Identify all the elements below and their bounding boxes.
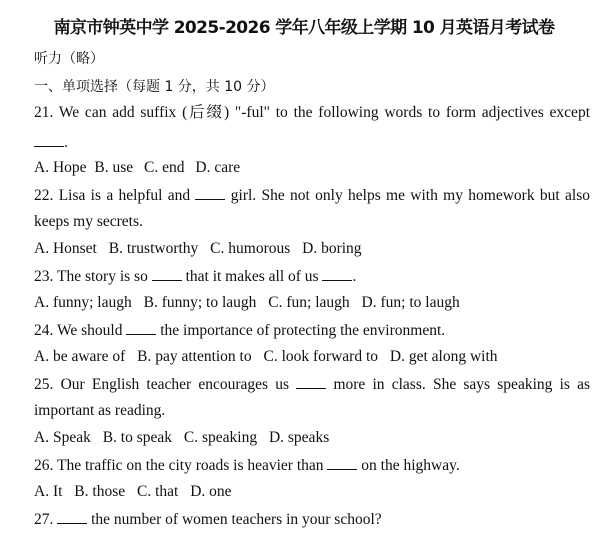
- option-b: B. funny; to laugh: [143, 294, 257, 311]
- option-d: D. care: [195, 159, 241, 176]
- question-23-stem: [34, 266, 590, 287]
- option-c: C. speaking: [183, 429, 258, 446]
- question-22-options: [34, 239, 590, 259]
- question-21-stem-cont: [34, 132, 590, 153]
- option-a: A. Honset: [34, 240, 97, 257]
- option-a: A. funny; laugh: [34, 294, 132, 311]
- question-22-stem-cont: keeps my secrets.: [34, 213, 143, 230]
- question-26-stem: [34, 455, 590, 476]
- question-26-text-a: 26. The traffic on the city roads is heavier than: [34, 457, 324, 474]
- answer-blank: [152, 266, 182, 281]
- option-b: B. pay attention to: [137, 348, 252, 365]
- exam-title: 南京市钟英中学 2025-2026 学年八年级上学期 10 月英语月考试卷: [53, 18, 555, 38]
- section-heading: 一、单项选择（每题 1 分，共 10 分）: [34, 79, 275, 95]
- option-d: D. get along with: [389, 348, 498, 365]
- answer-blank: [195, 185, 225, 200]
- listening-note: 听力（略）: [34, 51, 104, 67]
- answer-blank: [34, 132, 64, 147]
- question-24-options: [34, 347, 590, 367]
- option-d: D. one: [190, 483, 232, 500]
- question-27-text-a: 27.: [34, 511, 54, 528]
- option-b: B. to speak: [102, 429, 173, 446]
- answer-blank: [327, 455, 357, 470]
- option-a: A. It: [34, 483, 63, 500]
- question-21-text: 21. We can add suffix (后缀) "-ful" to the following words to form adjectives except: [34, 104, 590, 121]
- question-21-stem: [34, 103, 590, 123]
- question-27-stem: [34, 509, 590, 530]
- question-23-text-b: that it makes all of us: [185, 268, 319, 285]
- question-25-stem-cont: important as reading.: [34, 402, 166, 419]
- option-b: B. trustworthy: [108, 240, 199, 257]
- question-24-text-a: 24. We should: [34, 322, 123, 339]
- question-23-text-c: .: [352, 268, 357, 285]
- option-a: A. be aware of: [34, 348, 126, 365]
- option-c: C. that: [136, 483, 179, 500]
- question-25-text-a: 25. Our English teacher encourages us: [34, 376, 290, 393]
- question-22-stem: [34, 185, 590, 206]
- question-23-text-a: 23. The story is so: [34, 268, 148, 285]
- option-a: A. Hope: [34, 159, 87, 176]
- question-26-text-b: on the highway.: [361, 457, 460, 474]
- option-d: D. speaks: [268, 429, 330, 446]
- question-22-text-a: 22. Lisa is a helpful and: [34, 187, 191, 204]
- question-27-text-b: the number of women teachers in your school?: [91, 511, 382, 528]
- option-b: B. those: [74, 483, 126, 500]
- answer-blank: [322, 266, 352, 281]
- option-d: D. fun; to laugh: [361, 294, 460, 311]
- question-22-text-b: girl. She not only helps me with my homework but also: [230, 187, 590, 204]
- answer-blank: [57, 509, 87, 524]
- question-26-options: [34, 482, 590, 502]
- answer-blank: [296, 374, 326, 389]
- option-c: C. look forward to: [263, 348, 379, 365]
- question-25-text-b: more in class. She says speaking is as: [333, 376, 591, 393]
- question-21-tail: .: [64, 134, 68, 151]
- option-a: A. Speak: [34, 429, 91, 446]
- option-c: C. fun; laugh: [268, 294, 350, 311]
- question-25-options: [34, 428, 590, 448]
- question-24-text-b: the importance of protecting the environment.: [160, 322, 446, 339]
- question-23-options: [34, 293, 590, 313]
- question-24-stem: [34, 320, 590, 341]
- answer-blank: [126, 320, 156, 335]
- question-25-stem: [34, 374, 590, 395]
- option-b: B. use: [94, 159, 134, 176]
- option-c: C. humorous: [210, 240, 291, 257]
- question-21-options: [34, 158, 590, 178]
- option-c: C. end: [144, 159, 185, 176]
- option-d: D. boring: [302, 240, 362, 257]
